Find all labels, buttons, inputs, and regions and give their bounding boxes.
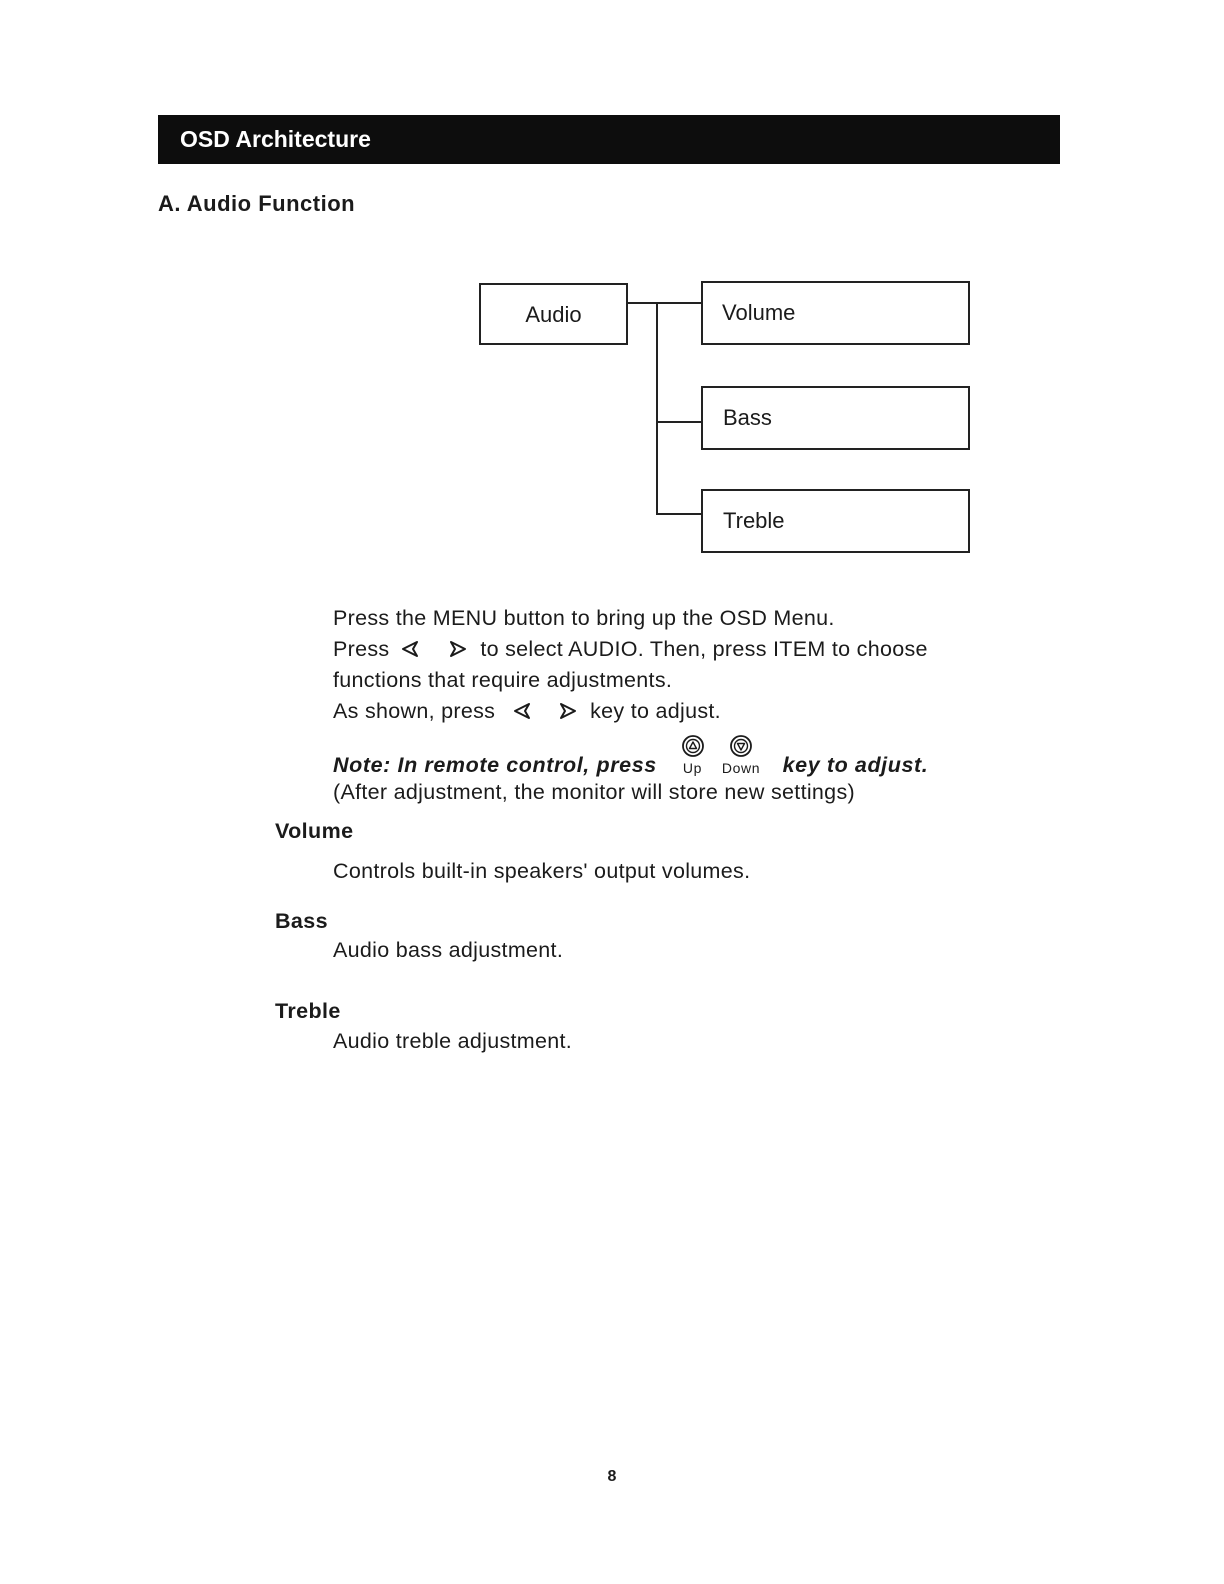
down-button-icon: [729, 734, 753, 758]
instruction-line: (After adjustment, the monitor will store new settings): [333, 780, 855, 804]
term-treble: Treble: [275, 999, 341, 1023]
page-number: 8: [607, 1468, 617, 1485]
note-text: key to adjust.: [782, 753, 929, 777]
diagram-node-audio: Audio: [479, 283, 628, 345]
down-label: Down: [721, 760, 761, 776]
description-bass: Audio bass adjustment.: [333, 938, 564, 962]
note-text: Note: In remote control, press: [333, 753, 657, 777]
left-arrow-icon: [512, 702, 534, 720]
instruction-line: [333, 637, 928, 662]
description-volume: Controls built-in speakers' output volumes.: [333, 859, 751, 883]
instruction-text: As shown, press: [333, 699, 496, 723]
instruction-text: key to adjust.: [590, 699, 721, 723]
remote-down-key: [716, 740, 766, 784]
instruction-line: Press the MENU button to bring up the OSD Menu.: [333, 606, 835, 630]
right-arrow-icon: [446, 640, 468, 658]
term-bass: Bass: [275, 909, 328, 933]
connector-line: [656, 302, 658, 515]
instruction-text: to select AUDIO. Then, press ITEM to choose: [480, 637, 928, 661]
page-title: OSD Architecture: [180, 126, 371, 152]
diagram-node-treble: Treble: [701, 489, 970, 553]
instruction-line: [333, 699, 721, 724]
description-treble: Audio treble adjustment.: [333, 1029, 573, 1053]
section-title: A. Audio Function: [158, 191, 356, 216]
up-button-icon: [681, 734, 705, 758]
connector-line: [628, 302, 701, 304]
connector-line: [656, 421, 701, 423]
up-label: Up: [682, 760, 702, 776]
diagram-node-volume: Volume: [701, 281, 970, 345]
term-volume: Volume: [275, 819, 354, 843]
right-arrow-icon: [556, 702, 578, 720]
connector-line: [656, 513, 701, 515]
remote-note: [333, 740, 928, 784]
instruction-line: functions that require adjustments.: [333, 668, 673, 692]
left-arrow-icon: [400, 640, 422, 658]
diagram-node-bass: Bass: [701, 386, 970, 450]
instruction-text: Press: [333, 637, 390, 661]
header-bar: [158, 115, 1060, 164]
remote-up-key: [675, 740, 709, 784]
